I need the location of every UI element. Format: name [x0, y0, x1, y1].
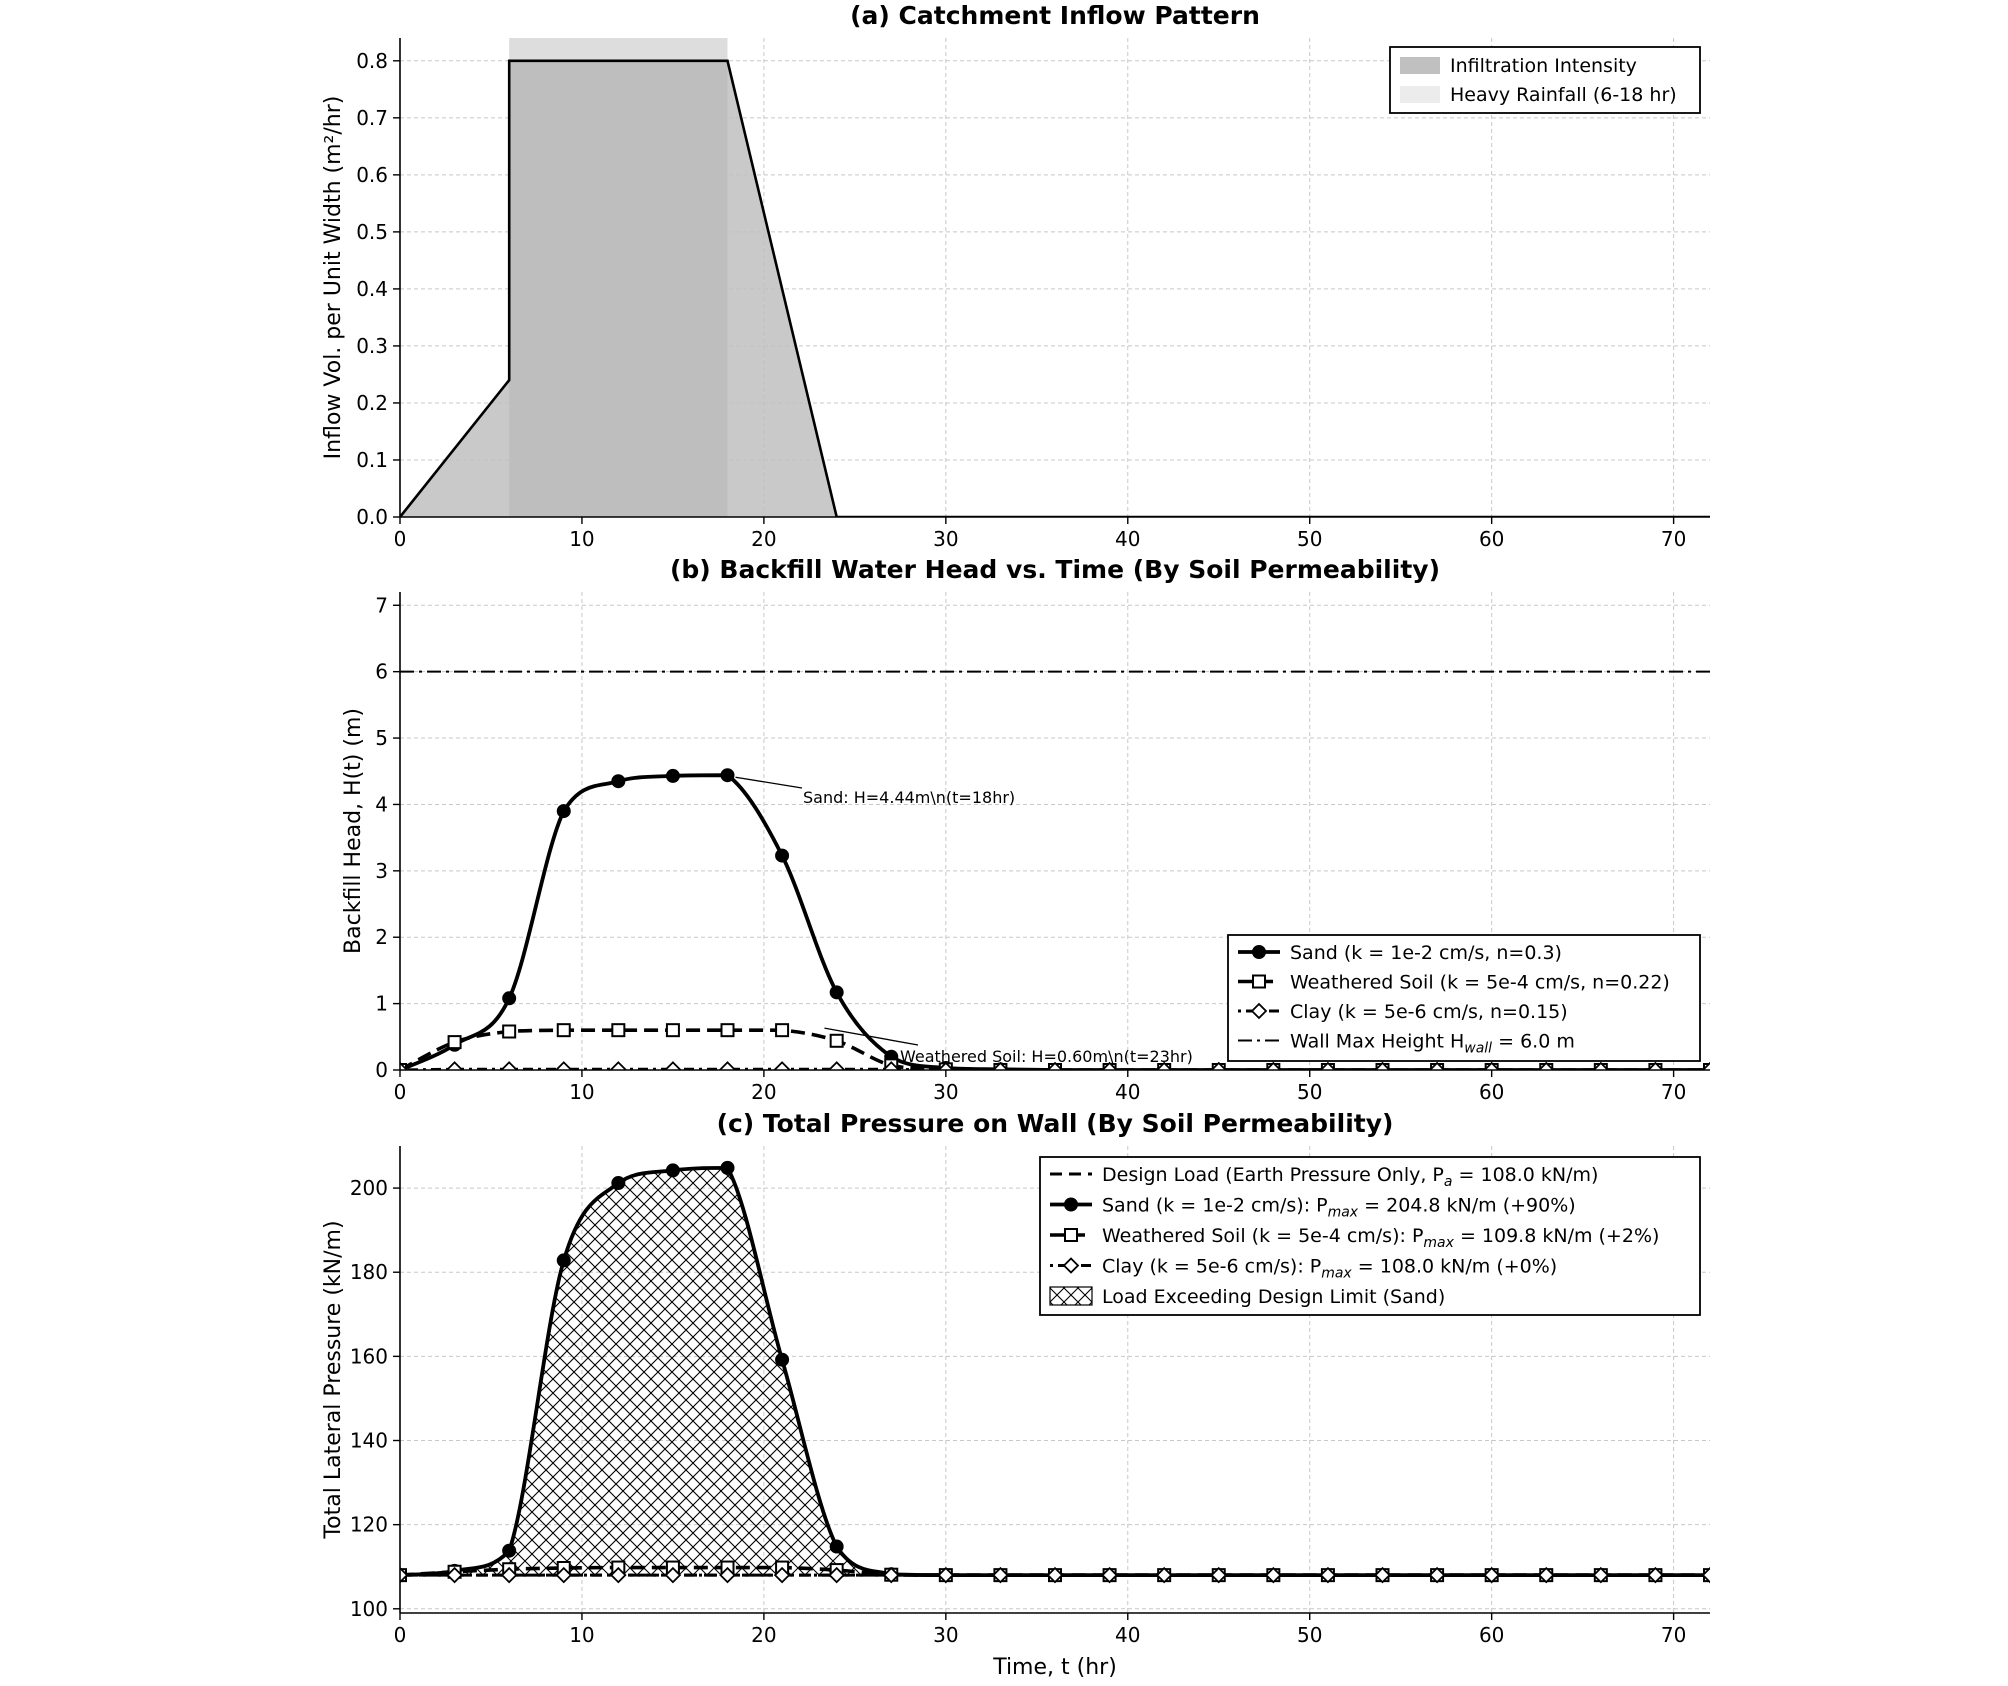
data-point	[666, 1164, 679, 1177]
data-point	[558, 1024, 570, 1036]
y-tick-label: 0.4	[356, 276, 388, 301]
y-tick-label: 140	[349, 1428, 388, 1453]
annotations	[736, 777, 1193, 1066]
y-tick-label: 0.0	[356, 505, 388, 529]
legend-suffix: = 109.8 kN/m (+2%)	[1453, 1225, 1660, 1247]
x-tick-label: 40	[1115, 527, 1141, 551]
data-point	[503, 992, 516, 1005]
x-axis-label: Time, t (hr)	[993, 1655, 1117, 1680]
y-tick-label: 120	[349, 1512, 388, 1537]
panel-a-inflow	[321, 1, 1710, 551]
y-tick-label: 5	[375, 726, 388, 751]
data-point	[776, 1353, 789, 1366]
data-point	[503, 1025, 515, 1037]
legend-suffix: = 108.0 kN/m)	[1452, 1164, 1599, 1186]
legend-text: Sand (k = 1e-2 cm/s): P	[1102, 1194, 1328, 1217]
x-tick-label: 50	[1296, 1080, 1323, 1104]
legend-swatch-infiltration	[1400, 57, 1440, 74]
legend-text: Weathered Soil (k = 5e-4 cm/s, n=0.22)	[1290, 971, 1670, 994]
chart-title: (b) Backfill Water Head vs. Time (By Soil Permeability)	[669, 555, 1441, 584]
legend-text: Clay (k = 5e-6 cm/s): P	[1102, 1255, 1322, 1278]
annotation-arrow-sand	[736, 777, 803, 788]
data-point	[721, 769, 734, 782]
y-tick-label: 0.6	[356, 162, 388, 187]
chart-title: (c) Total Pressure on Wall (By Soil Permeability)	[716, 1109, 1394, 1138]
x-tick-label: 30	[933, 1080, 959, 1104]
legend-text: Infiltration Intensity	[1450, 55, 1637, 77]
y-tick-label: 0.5	[356, 219, 388, 244]
x-tick-label: 40	[1115, 1623, 1141, 1647]
legend-marker	[1065, 1229, 1077, 1241]
data-point	[667, 1024, 679, 1036]
legend-subscript: wall	[1464, 1040, 1493, 1057]
y-tick-label: 0.8	[356, 48, 388, 73]
y-tick-label: 0	[375, 1058, 388, 1082]
legend-text: Weathered Soil (k = 5e-4 cm/s): P	[1102, 1225, 1424, 1247]
x-tick-label: 20	[751, 527, 777, 551]
legend-marker	[1253, 976, 1265, 988]
y-tick-label: 160	[349, 1344, 388, 1369]
data-point	[830, 986, 843, 999]
x-tick-label: 0	[393, 1080, 407, 1104]
legend-subscript: max	[1327, 1204, 1359, 1221]
y-tick-label: 180	[349, 1260, 388, 1285]
x-tick-label: 60	[1478, 1080, 1505, 1104]
legend-label-rainfall: Heavy Rainfall (6-18 hr)	[1450, 84, 1677, 106]
x-tick-label: 70	[1660, 1623, 1687, 1647]
data-point	[776, 849, 789, 862]
legend-text: Clay (k = 5e-6 cm/s, n=0.15)	[1290, 1001, 1568, 1023]
legend-subscript: a	[1443, 1174, 1453, 1190]
legend	[1040, 1157, 1700, 1315]
chart-title: (a) Catchment Inflow Pattern	[850, 1, 1260, 30]
legend-suffix: = 108.0 kN/m (+0%)	[1351, 1255, 1558, 1278]
data-point	[503, 1544, 516, 1557]
x-tick-label: 10	[569, 527, 595, 551]
y-tick-label: 0.1	[356, 447, 388, 472]
legend-text: Sand (k = 1e-2 cm/s, n=0.3)	[1290, 942, 1562, 964]
legend-text: Wall Max Height H	[1290, 1030, 1465, 1053]
x-tick-label: 60	[1478, 1623, 1505, 1647]
data-point	[612, 1177, 625, 1190]
x-tick-label: 10	[569, 1080, 595, 1104]
x-tick-label: 70	[1660, 527, 1687, 551]
y-tick-label: 7	[375, 593, 388, 618]
x-tick-label: 0	[393, 527, 407, 551]
y-tick-label: 0.3	[356, 333, 388, 358]
x-tick-label: 70	[1660, 1080, 1687, 1104]
rainfall-span-overlay	[509, 38, 727, 517]
panel-c-total-pressure	[321, 1109, 1717, 1680]
y-axis-label: Inflow Vol. per Unit Width (m²/hr)	[321, 95, 346, 460]
legend-suffix: = 6.0 m	[1492, 1030, 1575, 1053]
annotation-weathered: Weathered Soil: H=0.60m\n(t=23hr)	[900, 1047, 1193, 1066]
legend-label-0	[1290, 942, 1562, 964]
legend-suffix: = 204.8 kN/m (+90%)	[1358, 1194, 1576, 1217]
legend-marker	[1253, 946, 1266, 959]
y-tick-label: 3	[375, 858, 388, 883]
x-tick-label: 10	[569, 1623, 595, 1647]
y-tick-label: 6	[375, 659, 388, 684]
x-tick-label: 20	[751, 1080, 777, 1104]
legend-label-0	[1450, 55, 1637, 77]
data-point	[557, 805, 570, 818]
legend-subscript: max	[1423, 1235, 1454, 1251]
x-tick-label: 20	[751, 1623, 777, 1647]
y-axis-label: Total Lateral Pressure (kN/m)	[321, 1220, 346, 1539]
x-tick-label: 40	[1115, 1080, 1141, 1104]
data-point	[721, 1161, 734, 1174]
x-tick-label: 50	[1296, 527, 1323, 551]
x-tick-label: 50	[1296, 1623, 1323, 1647]
legend-label-2	[1290, 1001, 1568, 1023]
legend	[1390, 47, 1700, 113]
x-tick-label: 0	[393, 1623, 407, 1647]
legend-swatch-rainfall	[1400, 86, 1440, 103]
data-point	[557, 1254, 570, 1267]
legend-text: Design Load (Earth Pressure Only, P	[1102, 1164, 1444, 1186]
x-tick-label: 60	[1478, 527, 1505, 551]
y-tick-label: 100	[349, 1596, 388, 1621]
legend-swatch-hatch	[1050, 1287, 1092, 1305]
y-tick-label: 0.7	[356, 105, 388, 130]
data-point	[612, 1024, 624, 1036]
panel-b-water-head	[341, 555, 1717, 1104]
y-axis-label: Backfill Head, H(t) (m)	[341, 708, 366, 954]
legend-marker	[1065, 1198, 1078, 1211]
legend-subscript: max	[1321, 1265, 1352, 1282]
legend	[1228, 935, 1700, 1061]
legend-label-hatch: Load Exceeding Design Limit (Sand)	[1102, 1286, 1446, 1308]
annotation-sand: Sand: H=4.44m\n(t=18hr)	[803, 788, 1016, 807]
data-point	[666, 769, 679, 782]
x-tick-label: 30	[933, 527, 959, 551]
data-point	[830, 1540, 843, 1553]
y-tick-label: 0.2	[356, 390, 388, 415]
y-tick-label: 4	[375, 792, 388, 817]
y-tick-label: 200	[349, 1176, 388, 1201]
data-point	[449, 1036, 461, 1048]
y-tick-label: 1	[375, 991, 388, 1016]
data-point	[831, 1035, 843, 1047]
x-tick-label: 30	[933, 1623, 959, 1647]
y-tick-label: 2	[375, 925, 388, 950]
legend-label-1	[1290, 972, 1670, 994]
data-point	[722, 1024, 734, 1036]
data-point	[612, 775, 625, 788]
data-point	[776, 1024, 788, 1036]
